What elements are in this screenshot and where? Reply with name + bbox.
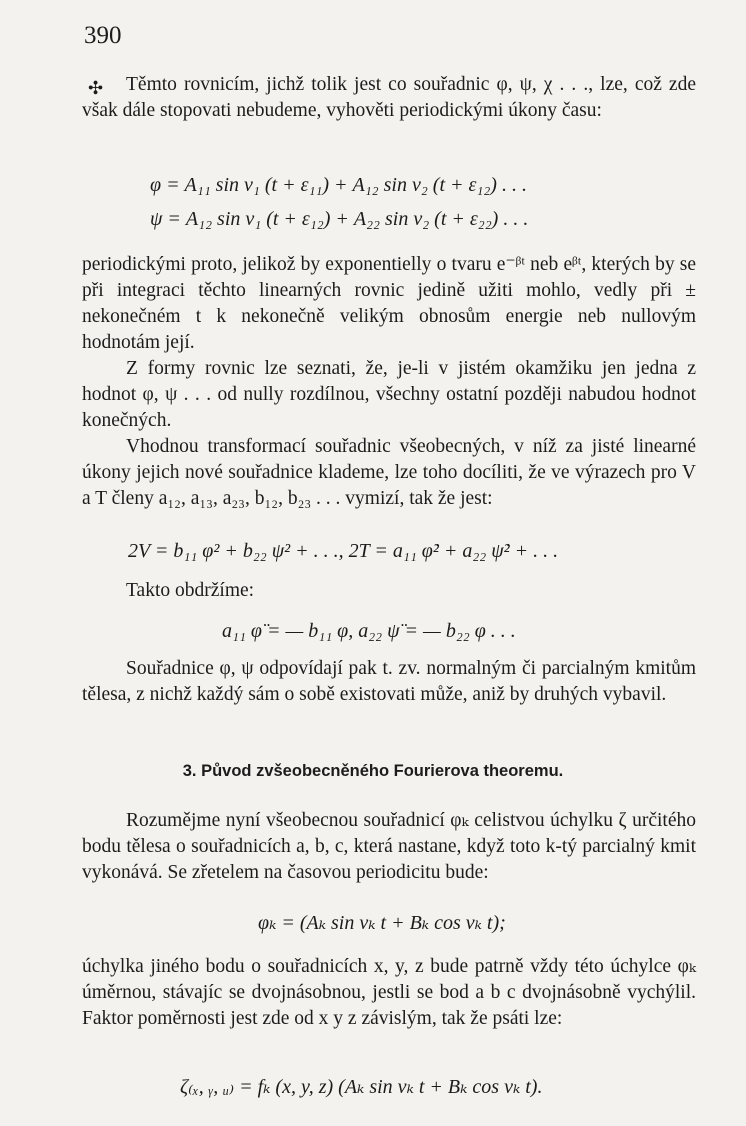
- section-heading: 3. Původ zvšeobecněného Fourierova theoremu.: [182, 762, 564, 780]
- paragraph-2-text: periodickými proto, jelikož by exponentielly o tvaru e⁻ᵝᵗ neb eᵝᵗ, kterých by se při integraci těchto linearných rovnic jedině užiti mohlo, vedly při ± nekonečném t k nekonečně velikým obnosům energie neb nullovým hodnotám její.: [82, 254, 696, 353]
- paragraph-3-text: Z formy rovnic lze seznati, že, je-li v jistém okamžiku jen jedna z hodnot φ, ψ . . . od nully rozdílnou, všechny ostatní později nabudou hodnot konečných.: [82, 358, 696, 431]
- paragraph-6-text: Souřadnice φ, ψ odpovídají pak t. zv. normalným či parcialným kmitům tělesa, z nichž každý sám o sobě existovati může, aniž by druhých vybavil.: [82, 658, 696, 705]
- paragraph-1: [82, 72, 696, 124]
- paragraph-7-text: Rozumějme nyní všeobecnou souřadnicí φₖ celistvou úchylku ζ určitého bodu tělesa o souřadnicích a, b, c, která nastane, když toto k-tý parcialný kmit vykonává. Se zřetelem na časovou periodicitu bude:: [82, 810, 696, 883]
- equation-psi: ψ = A₁₂ sin ν₁ (t + ε₁₂) + A₂₂ sin ν₂ (t + ε₂₂) . . .: [150, 208, 529, 230]
- paragraph-2: [82, 252, 696, 512]
- paragraph-8: [82, 954, 696, 1032]
- paragraph-7: [82, 808, 696, 886]
- paragraph-6: [82, 656, 696, 708]
- equation-phi: φ = A₁₁ sin ν₁ (t + ε₁₁) + A₁₂ sin ν₂ (t + ε₁₂) . . .: [150, 174, 527, 196]
- page-number: 390: [84, 22, 122, 49]
- equation-phi-k: φₖ = (Aₖ sin νₖ t + Bₖ cos νₖ t);: [258, 912, 506, 934]
- paragraph-8-text: úchylka jiného bodu o souřadnicích x, y, z bude patrně vždy této úchylce φₖ úměrnou, stávajíc se dvojnásobnou, jestli se bod a b c dvojnásobně vychýlil. Faktor poměrnosti jest zde od x y z závislým, tak že psáti lze:: [82, 956, 696, 1029]
- equation-energy: 2V = b₁₁ φ² + b₂₂ ψ² + . . ., 2T = a₁₁ φ̇² + a₂₂ ψ̇² + . . .: [128, 540, 559, 562]
- section-mark: ✣: [88, 78, 104, 98]
- equation-zeta: ζ₍ₓ, ᵧ, ᵤ₎ = fₖ (x, y, z) (Aₖ sin νₖ t + Bₖ cos νₖ t).: [180, 1076, 543, 1098]
- paragraph-4-text: Vhodnou transformací souřadnic všeobecných, v níž za jisté linearné úkony jejich nové souřadnice klademe, lze toho docíliti, že ve výrazech pro V a T členy a₁₂, a₁₃, a₂₃, b₁₂, b₂₃ . . . vymizí, tak že jest:: [82, 436, 696, 509]
- equation-motion: a₁₁ φ̈ = — b₁₁ φ, a₂₂ ψ̈ = — b₂₂ φ . . .: [222, 620, 516, 642]
- paragraph-5: [82, 578, 696, 604]
- paragraph-1-text: Těmto rovnicím, jichž tolik jest co souřadnic φ, ψ, χ . . ., lze, což zde však dále stopovati nebudeme, vyhověti periodickými úkony času:: [82, 74, 696, 121]
- paragraph-5-text: Takto obdržíme:: [126, 580, 255, 601]
